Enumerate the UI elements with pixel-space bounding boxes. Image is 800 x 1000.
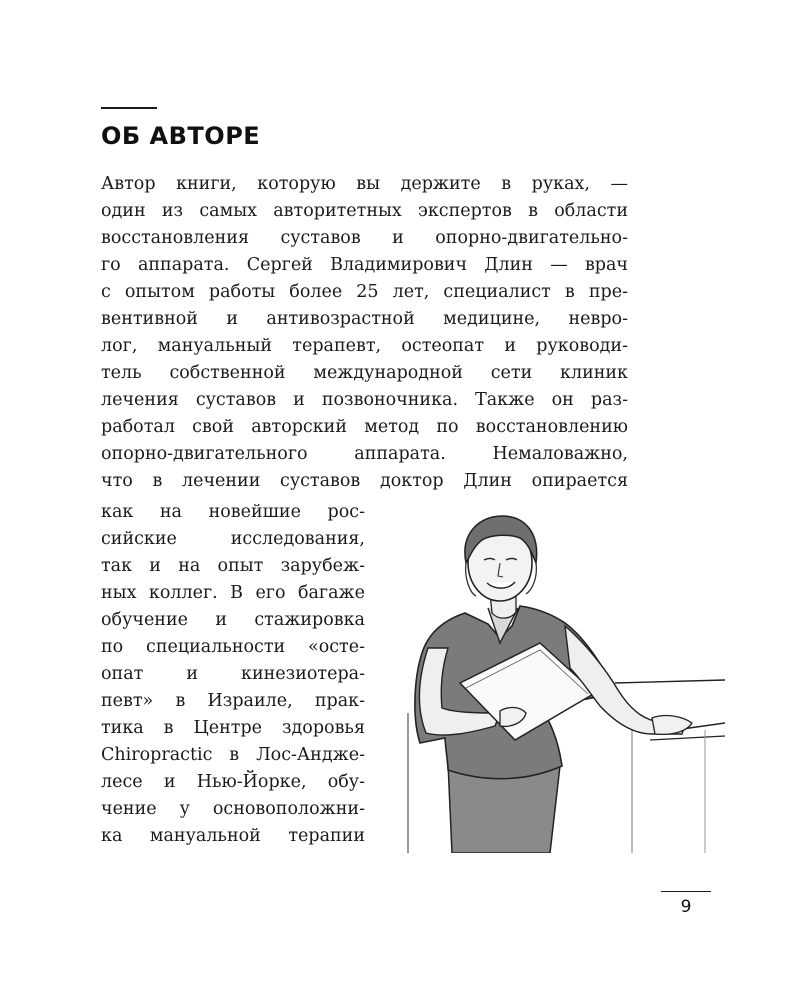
text-line: так и на опыт зарубеж- [101,556,365,576]
text-line: Автор книги, которую вы держите в руках, — [101,174,628,194]
text-line: ных коллег. В его багаже [101,583,365,603]
text-line: лесе и Нью-Йорке, обу- [101,772,365,792]
heading-rule [101,107,157,109]
text-line: как на новейшие рос- [101,502,365,522]
text-line: обучение и стажировка [101,610,365,630]
text-line: тель собственной международной сети клиник [101,363,628,383]
text-line: лечения суставов и позвоночника. Также он раз- [101,390,628,410]
text-line: ка мануальной терапии [101,826,365,846]
text-line: вентивной и антивозрастной медицине, невро- [101,309,628,329]
chapter-heading: ОБ АВТОРЕ [101,122,261,150]
text-line: опат и кинезиотера- [101,664,365,684]
text-line: восстановления суставов и опорно-двигательно- [101,228,628,248]
text-line: один из самых авторитетных экспертов в области [101,201,628,221]
text-line: работал свой авторский метод по восстановлению [101,417,628,437]
text-line: с опытом работы более 25 лет, специалист в пре- [101,282,628,302]
page-number-rule [661,891,711,892]
author-portrait-illustration [400,508,725,853]
text-line: по специальности «осте- [101,637,365,657]
page-number: 9 [680,897,692,917]
text-line: тика в Центре здоровья [101,718,365,738]
text-line: певт» в Израиле, прак- [101,691,365,711]
text-line: чение у основоположни- [101,799,365,819]
text-line: Chiropractic в Лос-Андже- [101,745,365,765]
text-line: опорно-двигательного аппарата. Немаловажно, [101,444,628,464]
text-line: го аппарата. Сергей Владимирович Длин — врач [101,255,628,275]
text-line: сийские исследования, [101,529,365,549]
text-line: что в лечении суставов доктор Длин опирается [101,471,628,491]
text-line: лог, мануальный терапевт, остеопат и руководи- [101,336,628,356]
